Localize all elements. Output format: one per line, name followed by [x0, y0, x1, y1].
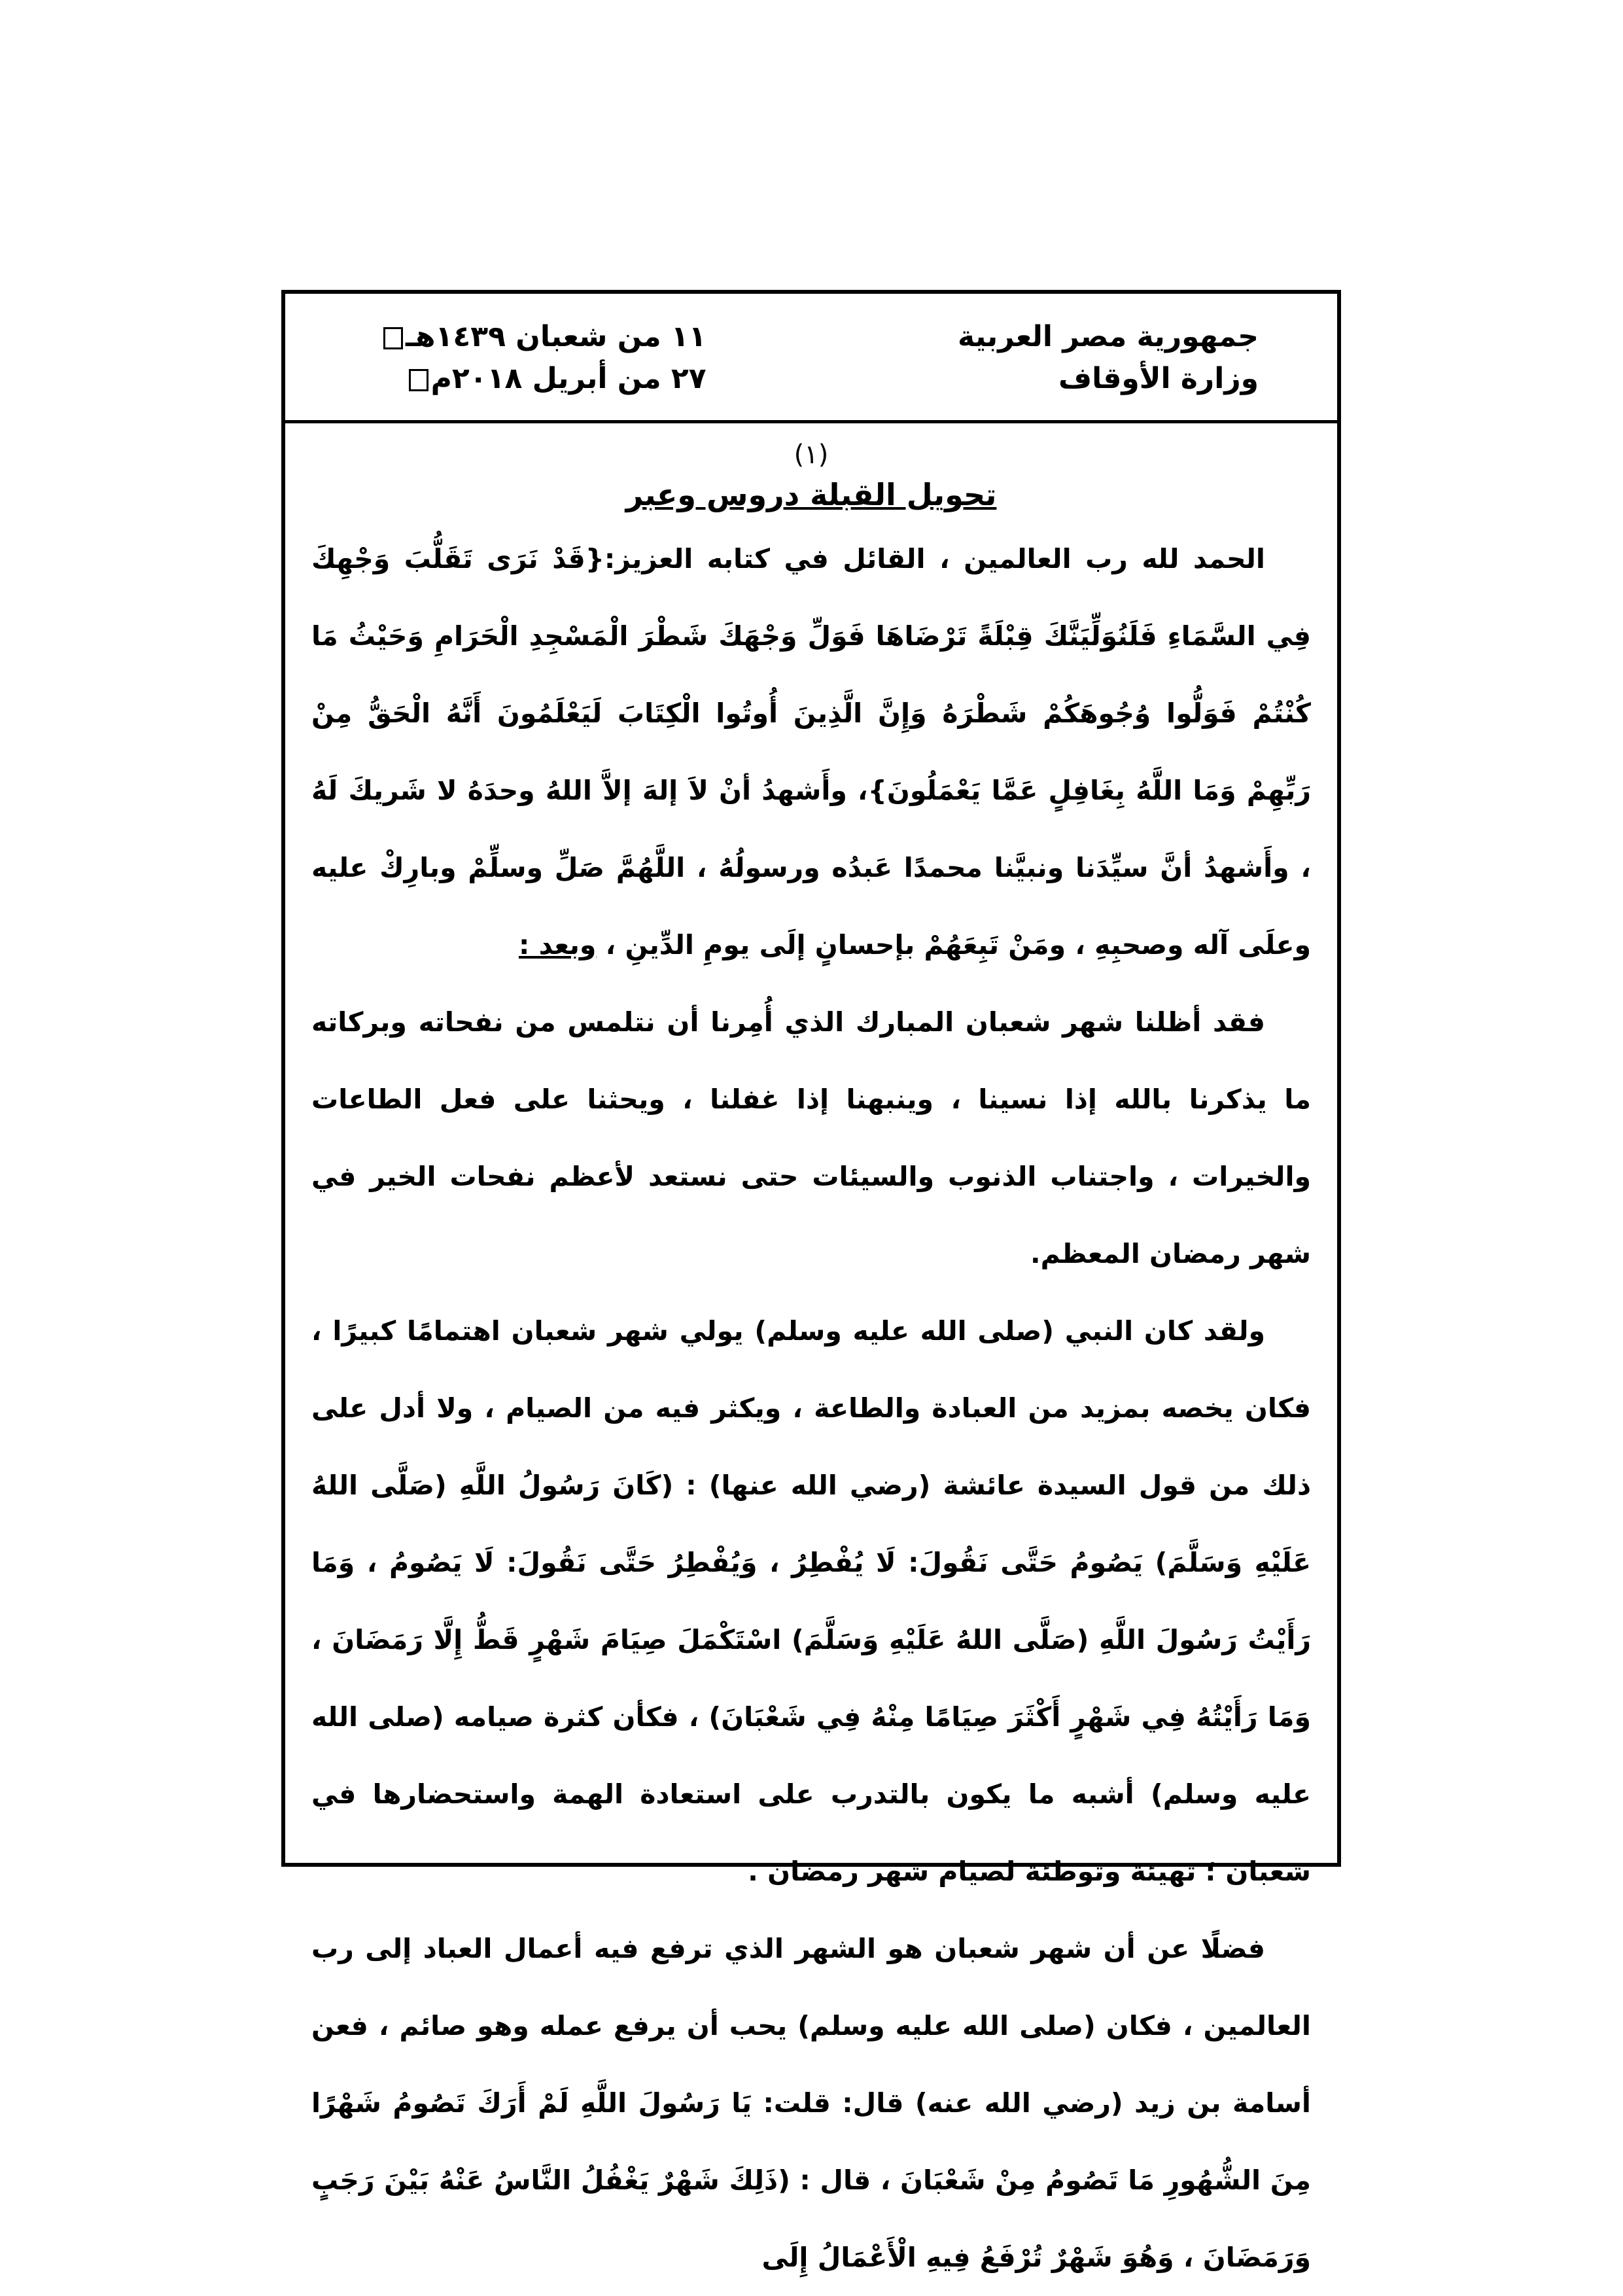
date-block [383, 316, 707, 400]
ministry-name: وزارة الأوقاف [1058, 362, 1259, 395]
country-name: جمهورية مصر العربية [958, 320, 1259, 353]
box-mark-icon [409, 369, 428, 391]
document-frame [281, 290, 1341, 2273]
gregorian-date-line [383, 358, 707, 400]
paragraph-deeds-raised: فضلًا عن أن شهر شعبان هو الشهر الذي ترفع فيه أعمال العباد إلى رب العالمين ، فكان (صلى الله عليه وسلم) يحب أن يرفع عمله وهو صائم ، فعن أسامة بن زيد (رضي الله عنه) قال: قلت: يَا رَسُولَ اللَّهِ لَمْ أَرَكَ تَصُومُ شَهْرًا مِنَ الشُّهُورِ مَا تَصُومُ مِنْ شَعْبَانَ ، قال : (ذَلِكَ شَهْرٌ يَغْفُلُ النَّاسُ عَنْهُ بَيْنَ رَجَبٍ وَرَمَضَانَ ، وَهُوَ شَهْرٌ تُرْفَعُ فِيهِ الْأَعْمَالُ إِلَى [311, 1933, 1311, 2273]
wa-baad-label: وبعد : [518, 929, 597, 961]
ministry-block [958, 316, 1259, 400]
gregorian-date: ٢٧ من أبريل ٢٠١٨م [430, 362, 707, 395]
lesson-number: (١) [794, 440, 829, 470]
page-header [285, 294, 1337, 423]
paragraph-shaban-arrival: فقد أظلنا شهر شعبان المبارك الذي أُمِرنا أن نتلمس من نفحاته وبركاته ما يذكرنا بالله إذا نسينا ، وينبهنا إذا غفلنا ، ويحثنا على فعل الطاعات والخيرات ، واجتناب الذنوب والسيئات حتى نستعد لأعظم نفحات الخير في شهر رمضان المعظم. [311, 1006, 1311, 1269]
box-mark-icon [383, 327, 403, 349]
lesson-content [311, 436, 1311, 2273]
paragraph-intro [311, 520, 1311, 983]
lesson-title: تحويل القبلة دروس وعبر [625, 477, 997, 512]
paragraph-text: الحمد لله رب العالمين ، القائل في كتابه العزيز:{قَدْ نَرَى تَقَلُّبَ وَجْهِكَ فِي السَّمَاءِ فَلَنُوَلِّيَنَّكَ قِبْلَةً تَرْضَاهَا فَوَلِّ وَجْهَكَ شَطْرَ الْمَسْجِدِ الْحَرَامِ وَحَيْثُ مَا كُنْتُمْ فَوَلُّوا وُجُوهَكُمْ شَطْرَهُ وَإِنَّ الَّذِينَ أُوتُوا الْكِتَابَ لَيَعْلَمُونَ أَنَّهُ الْحَقُّ مِنْ رَبِّهِمْ وَمَا اللَّهُ بِغَافِلٍ عَمَّا يَعْمَلُونَ}، وأَشهدُ أنْ لاَ إلهَ إلاَّ اللهُ وحدَهُ لا شَريكَ لَهُ ، وأَشهدُ أنَّ سيِّدَنا ونبيَّنا محمدًا عَبدُه ورسولُهُ ، اللَّهُمَّ صَلِّ وسلِّمْ وبارِكْ عليه وعلَى آله وصحبِهِ ، ومَنْ تَبِعَهُمْ بإحسانٍ إلَى يومِ الدِّينِ ، [311, 543, 1311, 961]
paragraph-prophet-fasting: ولقد كان النبي (صلى الله عليه وسلم) يولي شهر شعبان اهتمامًا كبيرًا ، فكان يخصه بمزيد من العبادة والطاعة ، ويكثر فيه من الصيام ، ولا أدل على ذلك من قول السيدة عائشة (رضي الله عنها) : (كَانَ رَسُولُ اللَّهِ (صَلَّى اللهُ عَلَيْهِ وَسَلَّمَ) يَصُومُ حَتَّى نَقُولَ: لَا يُفْطِرُ ، وَيُفْطِرُ حَتَّى نَقُولَ: لَا يَصُومُ ، وَمَا رَأَيْتُ رَسُولَ اللَّهِ (صَلَّى اللهُ عَلَيْهِ وَسَلَّمَ) اسْتَكْمَلَ صِيَامَ شَهْرٍ قَطُّ إِلَّا رَمَضَانَ ، وَمَا رَأَيْتُهُ فِي شَهْرٍ أَكْثَرَ صِيَامًا مِنْهُ فِي شَعْبَانَ) ، فكأن كثرة صيامه (صلى الله عليه وسلم) أشبه ما يكون بالتدرب على استعادة الهمة واستحضارها في شعبان ؛ تهيئة وتوطئة لصيام شهر رمضان . [311, 1315, 1311, 1887]
hijri-date: ١١ من شعبان ١٤٣٩هـ [406, 320, 707, 353]
hijri-date-line [383, 316, 707, 358]
